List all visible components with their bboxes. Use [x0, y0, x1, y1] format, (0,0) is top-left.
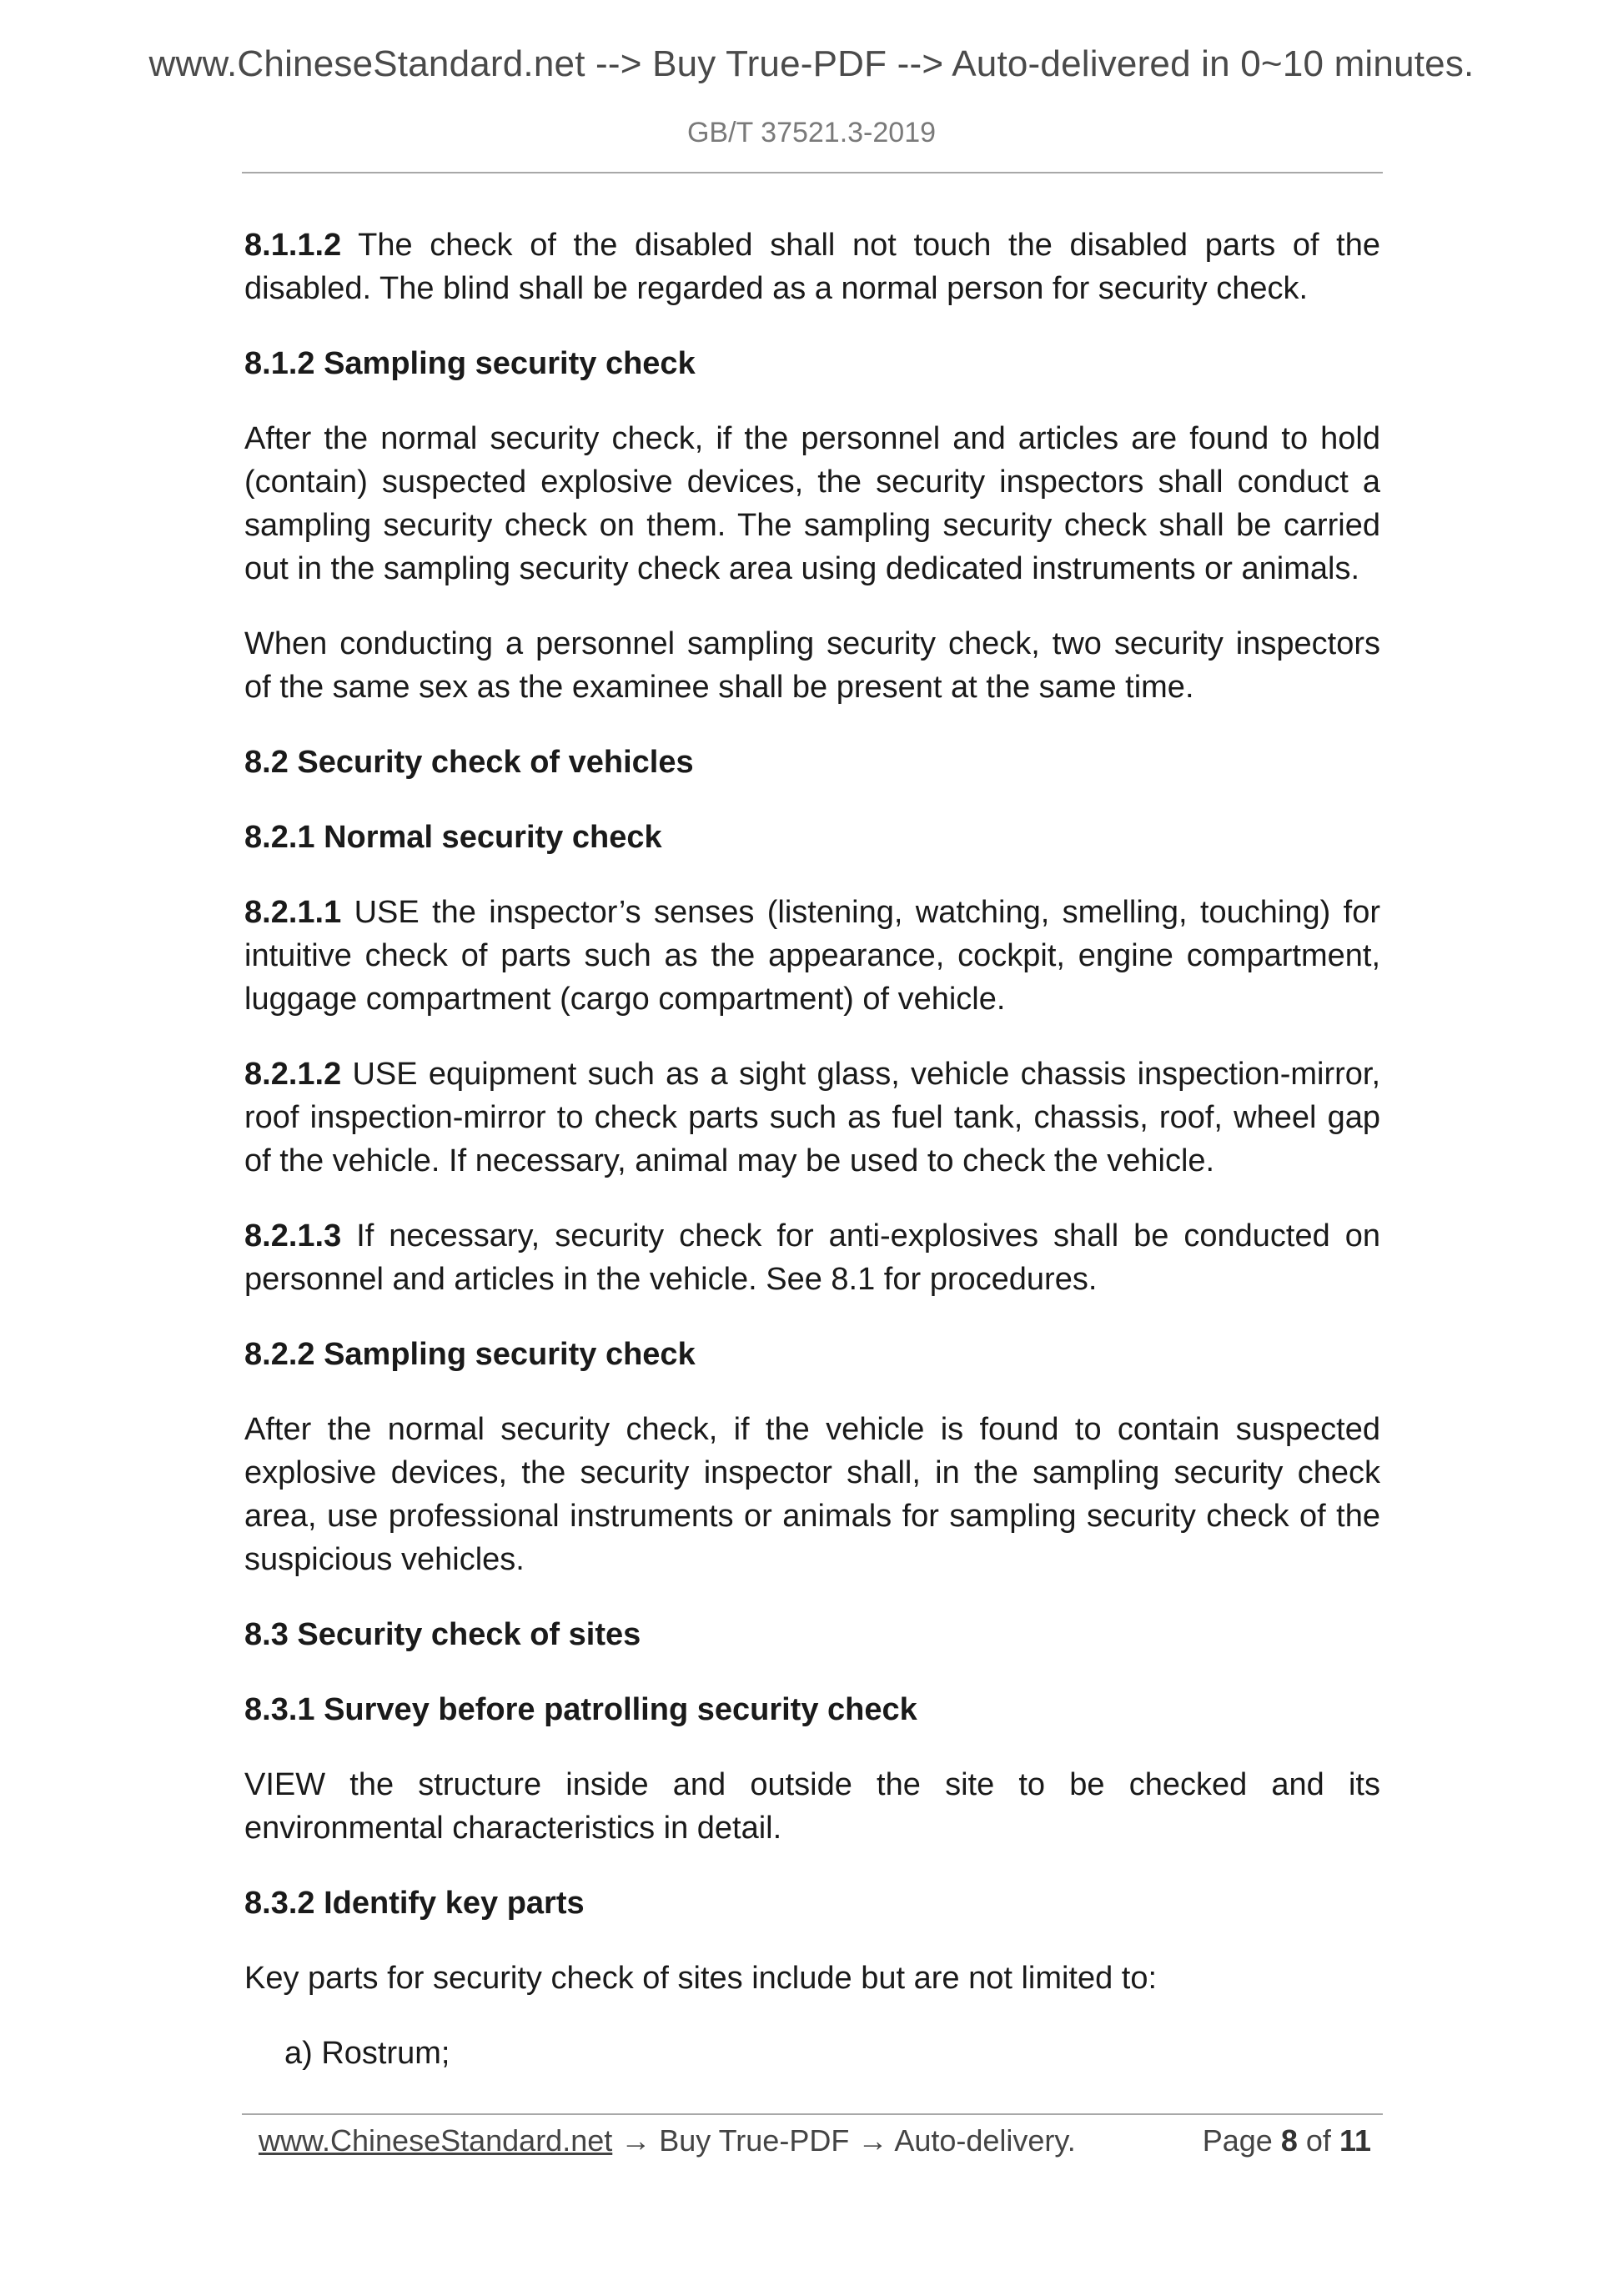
paragraph-8-2-1-2: 8.2.1.2 USE equipment such as a sight glass, vehicle chassis inspection-mirror, roof inspection-mirror to check parts such as fuel tank, chassis, roof, wheel gap of the vehicle. If necessary, animal may be used to check the vehicle. [244, 1057, 1380, 1178]
heading-8-3-1: 8.3.1 Survey before patrolling security check [244, 1692, 917, 1727]
heading-8-3: 8.3 Security check of sites [244, 1617, 641, 1652]
paragraph: VIEW the structure inside and outside the site to be checked and its environmental characteristics in detail. [244, 1767, 1380, 1846]
clause-number: 8.2.1.3 [244, 1218, 342, 1254]
clause-number: 8.2.1.1 [244, 895, 342, 930]
clause-number: 8.1.1.2 [244, 228, 342, 263]
standard-code: GB/T 37521.3-2019 [686, 117, 937, 148]
clause-number: 8.2.1.2 [244, 1057, 342, 1092]
document-body [244, 224, 1380, 2075]
footer-divider [242, 2113, 1383, 2115]
heading-8-1-2: 8.1.2 Sampling security check [244, 346, 696, 381]
paragraph-8-2-1-1: 8.2.1.1 USE the inspector’s senses (listening, watching, smelling, touching) for intuitive check of parts such as the appearance, cockpit, engine compartment, luggage compartment (cargo compartment) of vehicle. [244, 895, 1380, 1017]
footer-link[interactable]: www.ChineseStandard.net [259, 2123, 613, 2158]
paragraph: Key parts for security check of sites include but are not limited to: [244, 1961, 1158, 1996]
header-divider [242, 172, 1383, 173]
paragraph-8-1-1-2: 8.1.1.2 The check of the disabled shall not touch the disabled parts of the disabled. The blind shall be regarded as a normal person for security check. [244, 228, 1380, 306]
page-number: 8 [1280, 2123, 1298, 2158]
page-footer [259, 2123, 1376, 2158]
paragraph-8-2-1-3: 8.2.1.3 If necessary, security check for anti-explosives shall be conducted on personnel and articles in the vehicle. See 8.1 for procedures. [244, 1218, 1380, 1297]
paragraph: After the normal security check, if the vehicle is found to contain suspected explosive devices, the security inspector shall, in the sampling security check area, use professional instruments or animals for sampling security check of the suspicious vehicles. [244, 1412, 1380, 1577]
heading-8-2-2: 8.2.2 Sampling security check [244, 1337, 696, 1372]
heading-8-2: 8.2 Security check of vehicles [244, 745, 694, 780]
page-indicator: Page 8 of 11 [1202, 2123, 1371, 2158]
total-pages: 11 [1339, 2123, 1371, 2158]
paragraph: After the normal security check, if the personnel and articles are found to hold (contain) suspected explosive devices, the security inspectors shall conduct a sampling security check on them. The sampling security check shall be carried out in the sampling security check area using dedicated instruments or animals. [244, 421, 1380, 586]
heading-8-2-1: 8.2.1 Normal security check [244, 820, 662, 855]
list-item: a) Rostrum; [284, 2036, 450, 2071]
paragraph: When conducting a personnel sampling security check, two security inspectors of the same sex as the examinee shall be present at the same time. [244, 626, 1380, 705]
footer-tagline: → Buy True-PDF → Auto-delivery. [612, 2123, 1076, 2158]
top-banner: www.ChineseStandard.net --> Buy True-PDF --> Auto-delivered in 0~10 minutes. [148, 43, 1475, 84]
heading-8-3-2: 8.3.2 Identify key parts [244, 1886, 585, 1921]
